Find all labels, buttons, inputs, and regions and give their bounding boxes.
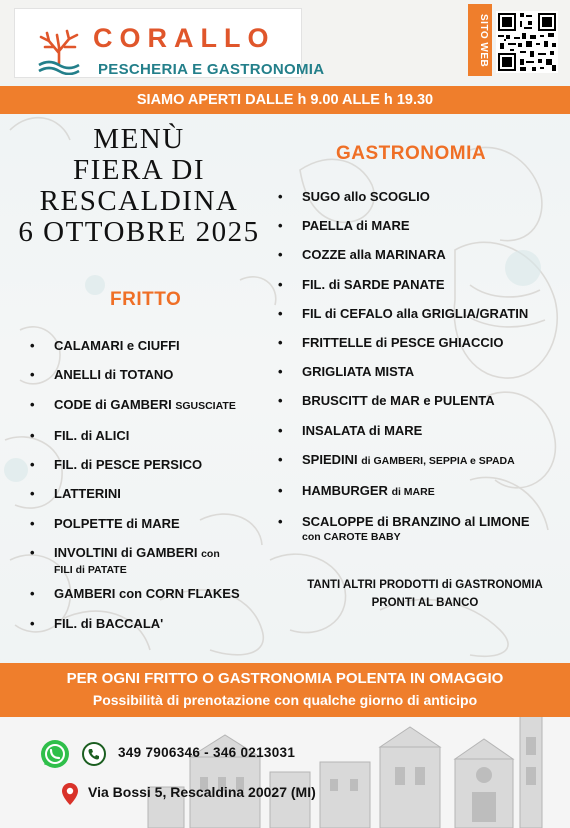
gastronomia-item-name: HAMBURGER xyxy=(302,482,392,498)
menu-title xyxy=(14,124,264,248)
fritto-item-name: FIL. di PESCE PERSICO xyxy=(54,457,203,473)
fritto-item-name: ANELLI di TOTANO xyxy=(54,367,174,383)
brand-tagline: PESCHERIA E GASTRONOMIA xyxy=(98,61,325,78)
gastronomia-item-name: INSALATA di MARE xyxy=(302,422,423,438)
phone-icon[interactable] xyxy=(82,742,106,766)
fritto-item-name: FIL. di BACCALA' xyxy=(54,615,164,631)
fritto-item xyxy=(30,396,270,415)
gastronomia-item-name: PAELLA di MARE xyxy=(302,218,410,234)
location-pin-icon xyxy=(60,782,80,806)
whatsapp-icon[interactable] xyxy=(40,739,70,769)
gastronomia-item-name: FIL. di SARDE PANATE xyxy=(302,276,445,292)
fritto-item xyxy=(30,585,270,602)
gastronomia-item xyxy=(278,334,563,351)
fritto-item-subline: FILI di PATATE xyxy=(54,564,127,577)
fritto-heading: FRITTO xyxy=(110,289,182,310)
gastronomia-item xyxy=(278,422,563,439)
qr-label: SITO WEB xyxy=(478,14,489,68)
gastronomia-item-subline: con CAROTE BABY xyxy=(302,531,401,544)
other-products-note xyxy=(300,576,550,612)
promo-line-1: PER OGNI FRITTO O GASTRONOMIA POLENTA IN OMAGGIO xyxy=(66,670,504,687)
title-line-4: 6 OTTOBRE 2025 xyxy=(18,216,260,248)
gastronomia-item xyxy=(278,482,563,501)
gastronomia-item-name: SCALOPPE di BRANZINO al LIMONE xyxy=(302,514,530,530)
other-products-line-1: TANTI ALTRI PRODOTTI di GASTRONOMIA xyxy=(307,579,543,591)
fritto-item xyxy=(30,427,270,444)
gastronomia-item-name: GRIGLIATA MISTA xyxy=(302,364,415,380)
gastronomia-item xyxy=(278,451,563,470)
gastronomia-item xyxy=(278,276,563,293)
gastronomia-item-detail: di GAMBERI, SEPPIA e SPADA xyxy=(361,454,515,467)
gastronomia-item-name: SUGO allo SCOGLIO xyxy=(302,189,430,204)
promo-bar xyxy=(0,663,570,717)
title-line-3: RESCALDINA xyxy=(39,185,239,217)
fritto-item-detail: con xyxy=(201,548,220,561)
gastronomia-item-name: BRUSCITT de MAR e PULENTA xyxy=(302,393,495,409)
other-products-line-2: PRONTI AL BANCO xyxy=(371,597,479,609)
promo-line-2: Possibilità di prenotazione con qualche giorno di anticipo xyxy=(92,692,478,708)
gastronomia-item xyxy=(278,246,563,263)
fritto-item xyxy=(30,615,270,632)
fritto-item-name: LATTERINI xyxy=(54,486,121,502)
fritto-list xyxy=(30,337,270,644)
gastronomia-item xyxy=(278,305,563,322)
title-line-2: FIERA DI xyxy=(72,154,206,186)
gastronomia-item xyxy=(278,217,563,234)
gastronomia-item-name: SPIEDINI xyxy=(302,451,362,467)
fritto-item xyxy=(30,456,270,473)
website-qr-code[interactable] xyxy=(496,11,558,73)
fritto-item-name: FIL. di ALICI xyxy=(54,427,130,443)
gastronomia-item-detail: di MARE xyxy=(391,485,435,498)
fritto-item xyxy=(30,544,270,577)
gastronomia-item xyxy=(278,513,563,544)
fritto-item-name: GAMBERI con CORN FLAKES xyxy=(54,586,240,602)
footer xyxy=(0,717,570,828)
gastronomia-item-name: FRITTELLE di PESCE GHIACCIO xyxy=(302,334,504,350)
brand-name: CORALLO xyxy=(93,23,276,53)
fritto-item-name: CALAMARI e CIUFFI xyxy=(54,338,180,353)
opening-hours-bar: SIAMO APERTI DALLE h 9.00 ALLE h 19.30 xyxy=(0,86,570,114)
town-skyline-illustration xyxy=(0,717,570,828)
fritto-item-name: POLPETTE di MARE xyxy=(54,515,180,531)
gastronomia-list xyxy=(278,188,563,552)
phone-numbers[interactable]: 349 7906346 - 346 0213031 xyxy=(118,745,296,760)
fritto-item-detail: SGUSCIATE xyxy=(175,399,236,412)
gastronomia-item-name: FIL di CEFALO alla GRIGLIA/GRATIN xyxy=(302,305,529,321)
fritto-item xyxy=(30,337,270,354)
fritto-item-name: INVOLTINI di GAMBERI xyxy=(54,545,202,561)
gastronomia-heading: GASTRONOMIA xyxy=(336,143,487,164)
address: Via Bossi 5, Rescaldina 20027 (MI) xyxy=(88,784,316,800)
gastronomia-item-name: COZZE alla MARINARA xyxy=(302,247,446,263)
logo xyxy=(14,8,325,78)
title-line-1: MENÙ xyxy=(93,123,185,155)
fritto-item xyxy=(30,485,270,502)
fritto-item-name: CODE di GAMBERI xyxy=(54,396,176,412)
gastronomia-item xyxy=(278,188,563,205)
coral-logo-icon xyxy=(37,25,81,75)
fritto-item xyxy=(30,366,270,383)
gastronomia-item xyxy=(278,392,563,409)
gastronomia-item xyxy=(278,363,563,380)
fritto-item xyxy=(30,515,270,532)
